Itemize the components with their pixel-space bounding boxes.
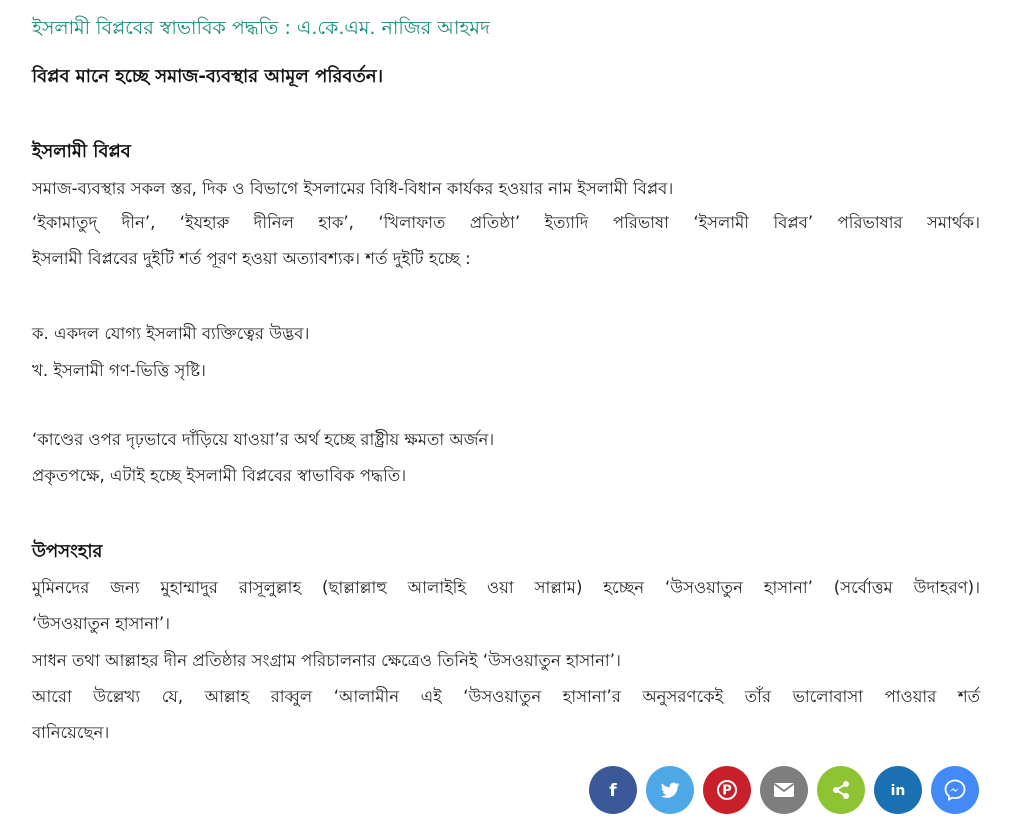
condition-item: খ. ইসলামী গণ-ভিত্তি সৃষ্টি। xyxy=(32,361,206,380)
social-share-bar xyxy=(589,766,979,814)
section-heading-islamic-revolution: ইসলামী বিপ্লব xyxy=(32,141,131,162)
pinterest-icon xyxy=(715,778,739,802)
svg-text:P: P xyxy=(722,783,732,799)
section-heading-conclusion: উপসংহার xyxy=(32,541,103,562)
share-email-button[interactable] xyxy=(760,766,808,814)
facebook-icon xyxy=(602,779,624,801)
share-icon xyxy=(830,779,852,801)
paragraph-line: মুমিনদের জন্য মুহাম্মাদুর রাসূলুল্লাহ (ছাল্লাল্লাহু আলাইহি ওয়া সাল্লাম) হচ্ছেন ‘উসওয়াতুন হাসানা’ (সর্বোত্তম উদাহরণ)। xyxy=(32,578,980,597)
paragraph-line: ‘উসওয়াতুন হাসানা’। xyxy=(32,614,171,633)
paragraph-line: সমাজ-ব্যবস্থার সকল স্তর, দিক ও বিভাগে ইসলামের বিধি-বিধান কার্যকর হওয়ার নাম ইসলামী বিপ্লব। xyxy=(32,179,674,198)
share-messenger-button[interactable] xyxy=(931,766,979,814)
email-icon xyxy=(773,781,795,799)
article-lead: বিপ্লব মানে হচ্ছে সমাজ-ব্যবস্থার আমূল পরিবর্তন। xyxy=(32,66,384,87)
messenger-icon xyxy=(943,778,967,802)
article-title: ইসলামী বিপ্লবের স্বাভাবিক পদ্ধতি : এ.কে.এম. নাজির আহমদ xyxy=(32,17,490,39)
share-linkedin-button[interactable] xyxy=(874,766,922,814)
svg-text:in: in xyxy=(890,783,906,799)
paragraph-line: বানিয়েছেন। xyxy=(32,723,110,742)
twitter-icon xyxy=(659,779,681,801)
share-generic-button[interactable] xyxy=(817,766,865,814)
share-twitter-button[interactable] xyxy=(646,766,694,814)
paragraph-line: প্রকৃতপক্ষে, এটাই হচ্ছে ইসলামী বিপ্লবের স্বাভাবিক পদ্ধতি। xyxy=(32,466,407,485)
svg-text:f: f xyxy=(609,781,617,801)
paragraph-line: ‘ইকামাতুদ্ দীন’, ‘ইযহারু দীনিল হাক’, ‘খিলাফাত প্রতিষ্ঠা’ ইত্যাদি পরিভাষা ‘ইসলামী বিপ্লব’ পরিভাষার সমার্থক। xyxy=(32,213,980,232)
paragraph-line: ‘কাণ্ডের ওপর দৃঢ়ভাবে দাঁড়িয়ে যাওয়া’র অর্থ হচ্ছে রাষ্ট্রীয় ক্ষমতা অর্জন। xyxy=(32,430,495,449)
linkedin-icon xyxy=(886,779,910,801)
paragraph-line: সাধন তথা আল্লাহর দীন প্রতিষ্ঠার সংগ্রাম পরিচালনার ক্ষেত্রেও তিনিই ‘উসওয়াতুন হাসানা’। xyxy=(32,651,621,670)
condition-item: ক. একদল যোগ্য ইসলামী ব্যক্তিত্বের উদ্ভব। xyxy=(32,324,310,343)
share-pinterest-button[interactable] xyxy=(703,766,751,814)
paragraph-line: ইসলামী বিপ্লবের দুইটি শর্ত পূরণ হওয়া অত্যাবশ্যক। শর্ত দুইটি হচ্ছে : xyxy=(32,249,471,268)
share-facebook-button[interactable] xyxy=(589,766,637,814)
paragraph-line: আরো উল্লেখ্য যে, আল্লাহ রাব্বুল ‘আলামীন এই ‘উসওয়াতুন হাসানা’র অনুসরণকেই তাঁর ভালোবাসা পাওয়ার শর্ত xyxy=(32,687,980,706)
